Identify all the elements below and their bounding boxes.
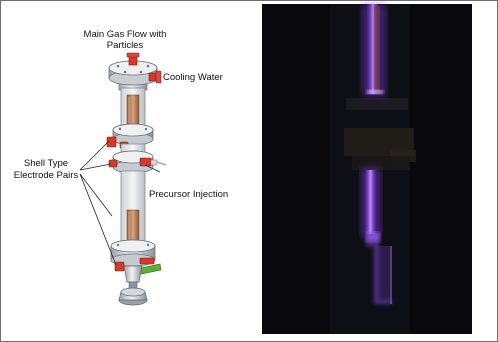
label-main-gas-flow-line2: Particles [106, 40, 144, 51]
label-shell-type-line1: Shell Type [23, 158, 69, 169]
label-cooling-water: Cooling Water [163, 72, 223, 83]
cooling-water-valve [149, 71, 161, 83]
label-precursor-injection: Precursor Injection [149, 189, 229, 200]
flange-shadow-upper [346, 98, 408, 110]
plasma-photo [262, 4, 472, 334]
lower-glass-tube [121, 171, 145, 243]
upper-glass-tube [121, 88, 145, 128]
label-shell-type-line2: Electrode Pairs [13, 170, 79, 181]
upper-plasma-glow [362, 4, 386, 96]
label-main-gas-flow-line1: Main Gas Flow with [83, 29, 167, 40]
gas-inlet-valve [127, 53, 139, 65]
middle-flange-upper [113, 124, 153, 145]
